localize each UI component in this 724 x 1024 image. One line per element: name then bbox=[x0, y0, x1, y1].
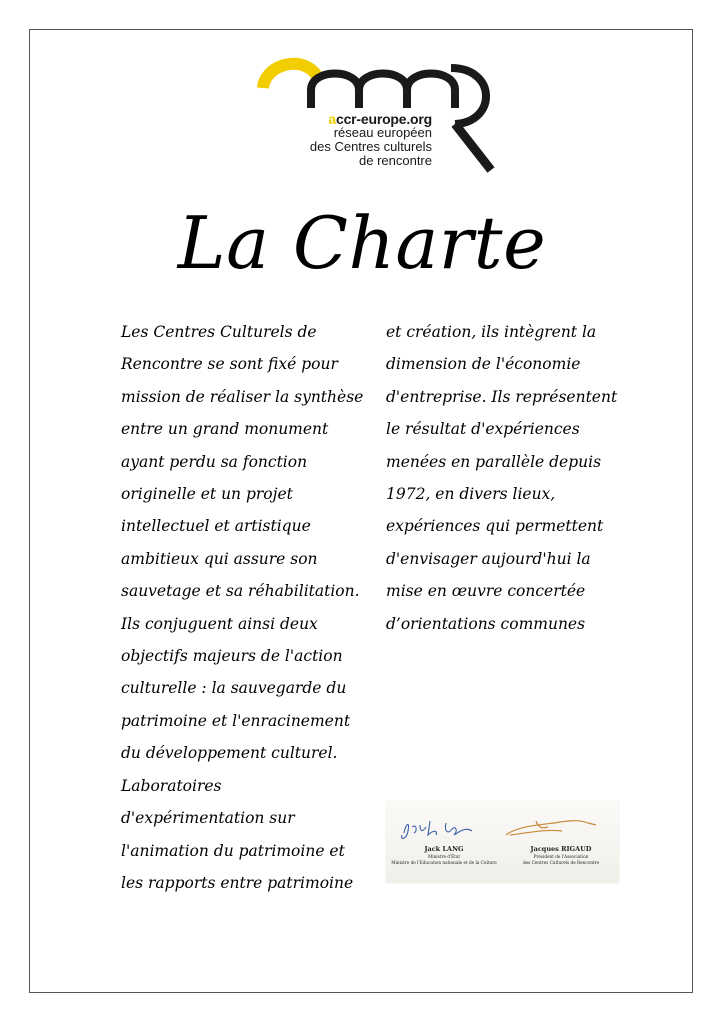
text-line: originelle et un projet bbox=[121, 485, 293, 504]
text-line: mise en œuvre concertée bbox=[386, 582, 586, 601]
text-line: Les Centres Culturels de bbox=[121, 323, 317, 341]
text-line: et création, ils intègrent la bbox=[386, 323, 597, 341]
text-line: patrimoine et l'enracinement bbox=[121, 711, 351, 730]
logo-line-2: des Centres culturels bbox=[309, 139, 432, 154]
text-line: mission de réaliser la synthèse bbox=[121, 387, 364, 406]
logo-url: accr-europe.org bbox=[328, 111, 432, 127]
signatory-role: des Centres Culturels de Rencontre bbox=[522, 859, 600, 865]
text-line: d'expérimentation sur bbox=[121, 809, 295, 828]
text-line: les rapports entre patrimoine bbox=[121, 873, 354, 892]
signatory-role: Ministre de l'Éducation nationale et de la Culture bbox=[391, 859, 497, 865]
text-line: ambitieux qui assure son bbox=[121, 549, 318, 568]
text-line: du développement culturel. bbox=[121, 744, 338, 763]
text-line: le résultat d'expériences bbox=[386, 420, 580, 439]
signatory-role: Ministre d'État bbox=[427, 854, 461, 859]
text-line: Rencontre se sont fixé pour bbox=[121, 355, 338, 374]
text-line: d'envisager aujourd'hui la bbox=[386, 549, 591, 568]
text-line: l'animation du patrimoine et bbox=[121, 841, 345, 860]
logo-text bbox=[310, 112, 432, 168]
text-line: intellectuel et artistique bbox=[121, 517, 311, 536]
signatory-name: Jack LANG bbox=[424, 845, 464, 853]
signatures-image bbox=[386, 801, 619, 883]
signatory-role: Président de l'Association bbox=[533, 854, 589, 859]
logo-line-3: de rencontre bbox=[359, 153, 432, 168]
text-line: d'entreprise. Ils représentent bbox=[386, 387, 618, 406]
text-column-left bbox=[121, 316, 363, 899]
text-line: d’orientations communes bbox=[386, 614, 586, 633]
text-line: objectifs majeurs de l'action bbox=[121, 647, 343, 666]
text-line: Laboratoires bbox=[121, 776, 222, 795]
text-column-right bbox=[386, 316, 617, 640]
text-line: dimension de l'économie bbox=[386, 355, 581, 374]
text-line: culturelle : la sauvegarde du bbox=[121, 679, 347, 698]
text-line: 1972, en divers lieux, bbox=[386, 485, 556, 504]
signature-jacques-rigaud bbox=[503, 845, 619, 865]
accr-logo bbox=[255, 50, 500, 175]
text-line: entre un grand monument bbox=[121, 420, 329, 439]
text-line: Ils conjuguent ainsi deux bbox=[121, 614, 318, 633]
signatory-name: Jacques RIGAUD bbox=[530, 845, 592, 853]
page-title: La Charte bbox=[177, 201, 547, 285]
handwritten-signatures bbox=[386, 801, 619, 883]
text-line: expériences qui permettent bbox=[386, 517, 604, 536]
logo-line-1: réseau européen bbox=[333, 125, 432, 140]
text-line: ayant perdu sa fonction bbox=[121, 452, 308, 471]
text-line: menées en parallèle depuis bbox=[386, 452, 602, 471]
text-line: sauvetage et sa réhabilitation. bbox=[121, 582, 360, 601]
signature-jack-lang bbox=[386, 845, 502, 865]
